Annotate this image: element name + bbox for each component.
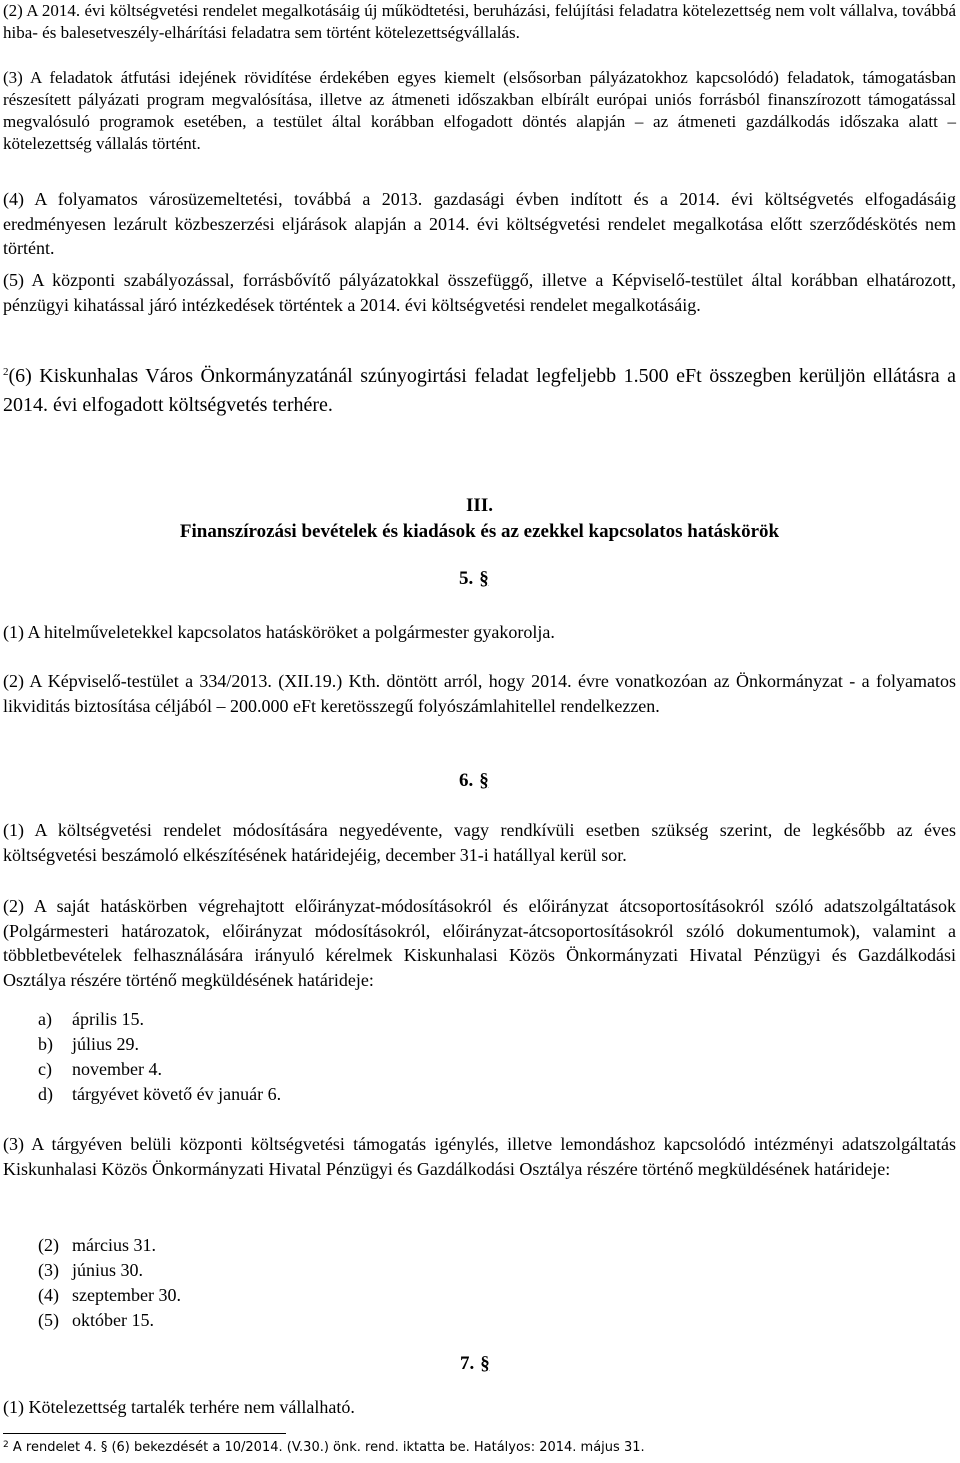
section-5-paragraph-1: (1) A hitelműveletekkel kapcsolatos hatásköröket a polgármester gyakorolja. (3, 622, 555, 642)
list-item-label: a) (38, 1009, 52, 1029)
list-item-label: (2) (38, 1235, 59, 1255)
section-5-paragraph-2: (2) A Képviselő-testület a 334/2013. (XII.19.) Kth. döntött arról, hogy 2014. évre vonatkozóan az Önkormányzat - a folyamatos likviditás biztosítása céljából – 200.000 eFt keretösszegű folyószámlahitellel rendelkezzen. (3, 671, 956, 716)
section-5-heading (459, 568, 489, 590)
section-6-number: 6. (459, 770, 474, 791)
footnote-text: A rendelet 4. § (6) bekezdését a 10/2014. (V.30.) önk. rend. iktatta be. Hatályos: 2014. május 31. (8, 1440, 645, 1455)
list-item-text: november 4. (72, 1059, 162, 1079)
paragraph-4: (4) A folyamatos városüzemeltetési, továbbá a 2013. gazdasági évben indított és a 2014. évi költségvetés elfogadásáig eredményesen lezárult közbeszerzési eljárások alapján a 2014. évi költségvetési rendelet megalkotása előtt szerződéskötés nem történt. (3, 189, 956, 258)
section-5-sign: § (479, 568, 489, 589)
deadline-list-2 (38, 1233, 181, 1333)
list-item (38, 1007, 281, 1032)
section-6-paragraph-1: (1) A költségvetési rendelet módosítására negyedévente, vagy rendkívüli esetben szükség szerint, de legkésőbb az éves költségvetési beszámoló elkészítésének határidejéig, december 31-i hatállyal kerül sor. (3, 820, 956, 865)
section-6-sign: § (479, 770, 489, 791)
footnote-divider (3, 1433, 286, 1434)
section-5-number: 5. (459, 568, 474, 589)
paragraph-3: (3) A feladatok átfutási idejének rövidítése érdekében egyes kiemelt (elsősorban pályázatokhoz kapcsolódó) feladatok, támogatásban részesített pályázati program megvalósítása, illetve az átmeneti időszakban elbírált európai uniós forrásból finanszírozott támogatással megvalósuló programok esetében, a testület által korábban elfogadott döntés alapján – az átmeneti gazdálkodás időszaka alatt – kötelezettség vállalás történt. (3, 68, 956, 153)
list-item (38, 1283, 181, 1308)
section-7-number: 7. (460, 1353, 475, 1374)
chapter-number: III. (466, 495, 493, 516)
list-item-label: (3) (38, 1260, 59, 1280)
paragraph-2-2014: (2) A 2014. évi költségvetési rendelet megalkotásáig új működtetési, beruházási, felújítási feladatra kötelezettség nem volt vállalva, továbbá hiba- és balesetveszély-elhárítási feladatra sem történt kötelezettségvállalás. (3, 1, 956, 42)
footnote-ref-2[interactable]: 2 (3, 366, 9, 378)
list-item-text: június 30. (72, 1260, 144, 1280)
list-item-text: április 15. (72, 1009, 144, 1029)
section-7-sign: § (480, 1353, 490, 1374)
footnote-number: 2 (3, 1440, 9, 1450)
footnote (3, 1439, 645, 1457)
section-6-paragraph-2: (2) A saját hatáskörben végrehajtott előirányzat-módosításokról és előirányzat átcsoportosításokról szóló adatszolgáltatások (Polgármesteri határozatok, előirányzat módosításokról, előirányzat-átcsoportosításokról szóló dokumentumok), valamint a többletbevételek felhasználására irányuló kérelmek Kiskunhalasi Közös Önkormányzati Hivatal Pénzügyi és Gazdálkodási Osztálya részére történő megküldésének határideje: (3, 896, 956, 990)
list-item-label: (5) (38, 1310, 59, 1330)
list-item (38, 1082, 281, 1107)
list-item-label: d) (38, 1084, 53, 1104)
section-6-paragraph-3: (3) A tárgyéven belüli központi költségvetési támogatás igénylés, illetve lemondáshoz kapcsolódó intézményi adatszolgáltatás Kiskunhalasi Közös Önkormányzati Hivatal Pénzügyi és Gazdálkodási Osztálya részére történő megküldésének határideje: (3, 1134, 956, 1179)
list-item-label: (4) (38, 1285, 59, 1305)
section-7-paragraph-1: (1) Kötelezettség tartalék terhére nem vállalható. (3, 1397, 355, 1417)
chapter-title: Finanszírozási bevételek és kiadások és az ezekkel kapcsolatos hatáskörök (179, 521, 780, 542)
list-item (38, 1032, 281, 1057)
list-item-text: október 15. (72, 1310, 154, 1330)
paragraph-6 (3, 362, 956, 420)
list-item-text: tárgyévet követő év január 6. (72, 1084, 282, 1104)
list-item-text: szeptember 30. (72, 1285, 181, 1305)
list-item (38, 1308, 181, 1333)
section-7-heading (460, 1353, 490, 1375)
paragraph-6-text: (6) Kiskunhalas Város Önkormányzatánál szúnyogirtási feladat legfeljebb 1.500 eFt összegben kerüljön ellátásra a 2014. évi elfogadott költségvetés terhére. (3, 365, 956, 416)
list-item-label: b) (38, 1034, 53, 1054)
section-6-heading (459, 770, 489, 792)
list-item (38, 1258, 181, 1283)
paragraph-5: (5) A központi szabályozással, forrásbővítő pályázatokkal összefüggő, illetve a Képviselő-testület által korábban elhatározott, pénzügyi kihatással járó intézkedések történtek a 2014. évi költségvetési rendelet megalkotásáig. (3, 270, 956, 315)
deadline-list-1 (38, 1007, 281, 1107)
list-item-text: július 29. (72, 1034, 140, 1054)
list-item-text: március 31. (72, 1235, 156, 1255)
list-item (38, 1057, 281, 1082)
list-item-label: c) (38, 1059, 52, 1079)
list-item (38, 1233, 181, 1258)
